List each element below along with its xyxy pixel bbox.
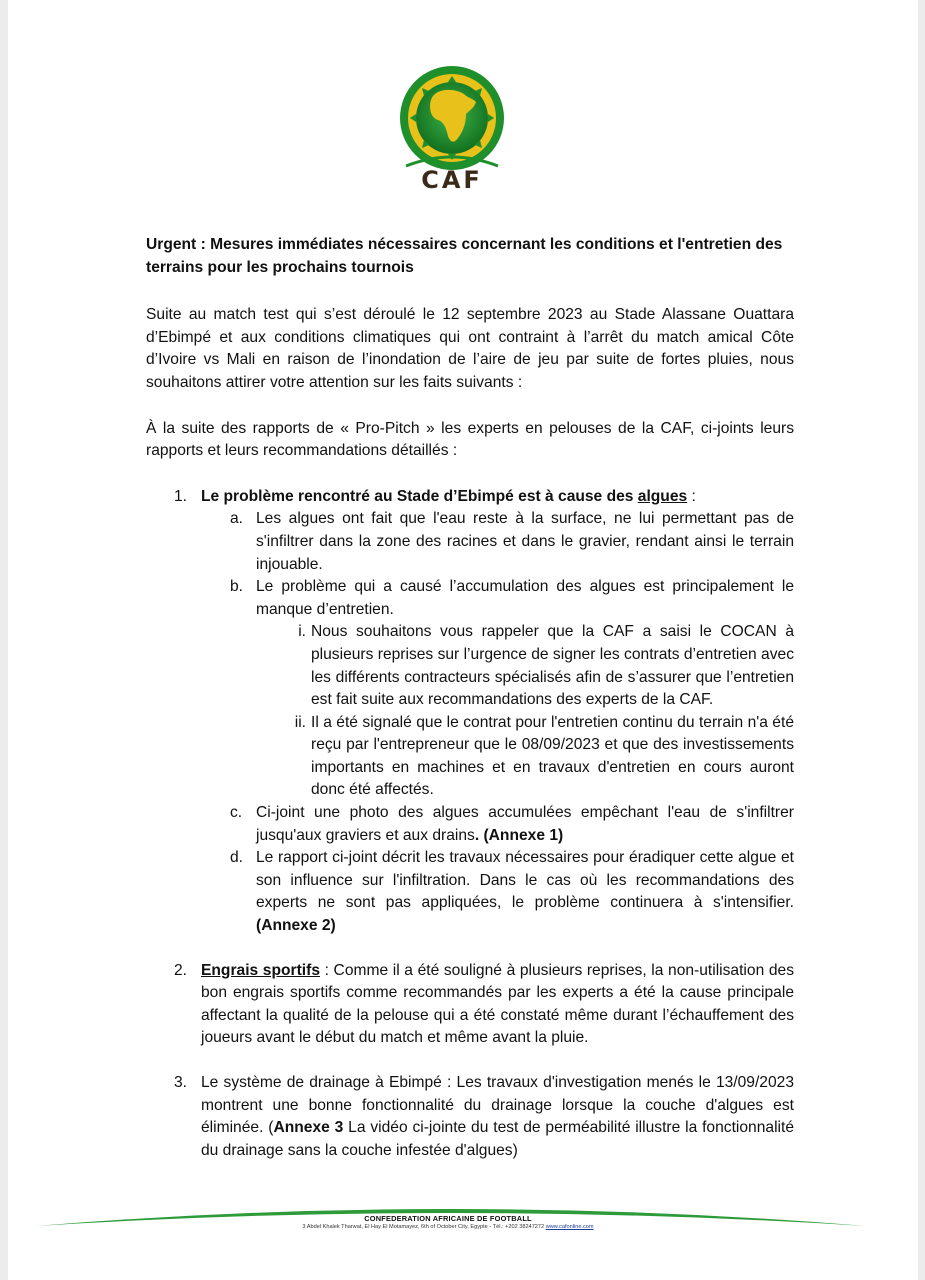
list-item: i. Nous souhaitons vous rappeler que la CAF a saisi le COCAN à plusieurs reprises sur l’urgence de signer les contrats d’entretien avec les différents contracteurs spécialisés afin de s’assurer que l’entretien est fait suite aux recommandations des experts de la CAF.: [298, 623, 794, 709]
points-list: [146, 486, 794, 1163]
intro-paragraph: Suite au match test qui s’est déroulé le 12 septembre 2023 au Stade Alassane Ouattara d’Ebimpé et aux conditions climatiques qui ont contraint à l’arrêt du match amical Côte d’Ivoire vs Mali en raison de l’inondation de l’aire de jeu par suite de fortes pluies, nous souhaitons attirer votre attention sur les faits suivants :: [146, 306, 794, 391]
letter-body: [146, 234, 794, 1184]
reports-paragraph: À la suite des rapports de « Pro-Pitch » les experts en pelouses de la CAF, ci-joints leurs rapports et leurs recommandations détaillés :: [146, 419, 794, 460]
list-item: 3. Le système de drainage à Ebimpé : Les travaux d'investigation menés le 13/09/2023 montrent une bonne fonctionnalité du drainage lorsque la couche d'algues est éliminée. (Annexe 3 La vidéo ci-jointe du test de perméabilité illustre la fonctionnalité du drainage sans la couche infestée d'algues): [174, 1074, 794, 1159]
list-item: 1. Le problème rencontré au Stade d’Ebimpé est à cause des algues : a. Les algues ont fait que l'eau reste à la surface, ne lui permettant pas de s'infiltrer dans la zone des racines et dans le gravier, rendant ainsi le terrain injouable. b. Le problème qui a causé l’accumulation des algues est principalement le manque d’entretien. i. Nous souhaitons vous rappeler que la CAF a saisi le COCAN à plusieurs reprises sur l’urgence de signer les contrats d’entretien avec les différents contracteurs spécialisés afin de s’assurer que l’entretien est fait suite aux recommandations des experts de la CAF. ii. Il a été signalé que le contrat pour l'entretien continu du terrain n'a été reçu par l'entrepreneur que le 08/09/2023 et que des investissements importants en machines et en travaux d'entretien en cours auront donc été affectés. c. Ci-joint une photo des algues accumulées empêchant l'eau de s'infiltrer jusqu'aux graviers et aux drains. (Annexe 1) d. Le rapport ci-joint décrit les travaux nécessaires pour éradiquer cette algue et son influence sur l'infiltration. Dans le cas où les recommandations des experts ne sont pas appliquées, le problème continuera à s'intensifier. (Annexe 2): [146, 486, 794, 938]
list-item: a. Les algues ont fait que l'eau reste à la surface, ne lui permettant pas de s'infiltrer dans la zone des racines et dans le gravier, rendant ainsi le terrain injouable.: [230, 510, 794, 573]
list-item: d. Le rapport ci-joint décrit les travaux nécessaires pour éradiquer cette algue et son influence sur l'infiltration. Dans le cas où les recommandations des experts ne sont pas appliquées, le problème continuera à s'intensifier. (Annexe 2): [230, 849, 794, 935]
list-item: 2. Engrais sportifs : Comme il a été souligné à plusieurs reprises, la non-utilisation des bon engrais sportifs comme recommandés par les experts a été la cause principale affectant la qualité de la pelouse qui a été constaté même durant l’échauffement des joueurs avant le début du match et même avant la pluie.: [174, 961, 794, 1047]
sub-list: [201, 508, 794, 937]
caf-logo-text: CAF: [421, 166, 483, 194]
document-page: [8, 0, 918, 1280]
list-item: c. Ci-joint une photo des algues accumulées empêchant l'eau de s'infiltrer jusqu'aux graviers et aux drains. (Annexe 1): [230, 804, 794, 844]
list-item: ii. Il a été signalé que le contrat pour l'entretien continu du terrain n'a été reçu par l'entrepreneur que le 08/09/2023 et que des investissements importants en machines et en travaux d'entretien en cours auront donc été affectés.: [294, 713, 794, 799]
footer-address: 3 Abdel Khalek Tharwat, El Hay El Motamayez, 6th of October City, Egypte - Tél.: +202 38247272 www.cafonline.com: [302, 1224, 594, 1230]
sub-sub-list: [256, 621, 794, 802]
footer-website-link[interactable]: www.cafonline.com: [545, 1224, 594, 1230]
footer: [168, 1214, 728, 1230]
caf-logo: [386, 64, 518, 194]
letter-title: Urgent : Mesures immédiates nécessaires concernant les conditions et l'entretien des terrains pour les prochains tournois: [146, 236, 783, 276]
list-item: b. Le problème qui a causé l’accumulation des algues est principalement le manque d’entretien. i. Nous souhaitons vous rappeler que la CAF a saisi le COCAN à plusieurs reprises sur l’urgence de signer les contrats d’entretien avec les différents contracteurs spécialisés afin de s’assurer que l’entretien est fait suite aux recommandations des experts de la CAF. ii. Il a été signalé que le contrat pour l'entretien continu du terrain n'a été reçu par l'entrepreneur que le 08/09/2023 et que des investissements importants en machines et en travaux d'entretien en cours auront donc été affectés.: [201, 576, 794, 802]
footer-org-name: CONFEDERATION AFRICAINE DE FOOTBALL: [364, 1214, 532, 1223]
